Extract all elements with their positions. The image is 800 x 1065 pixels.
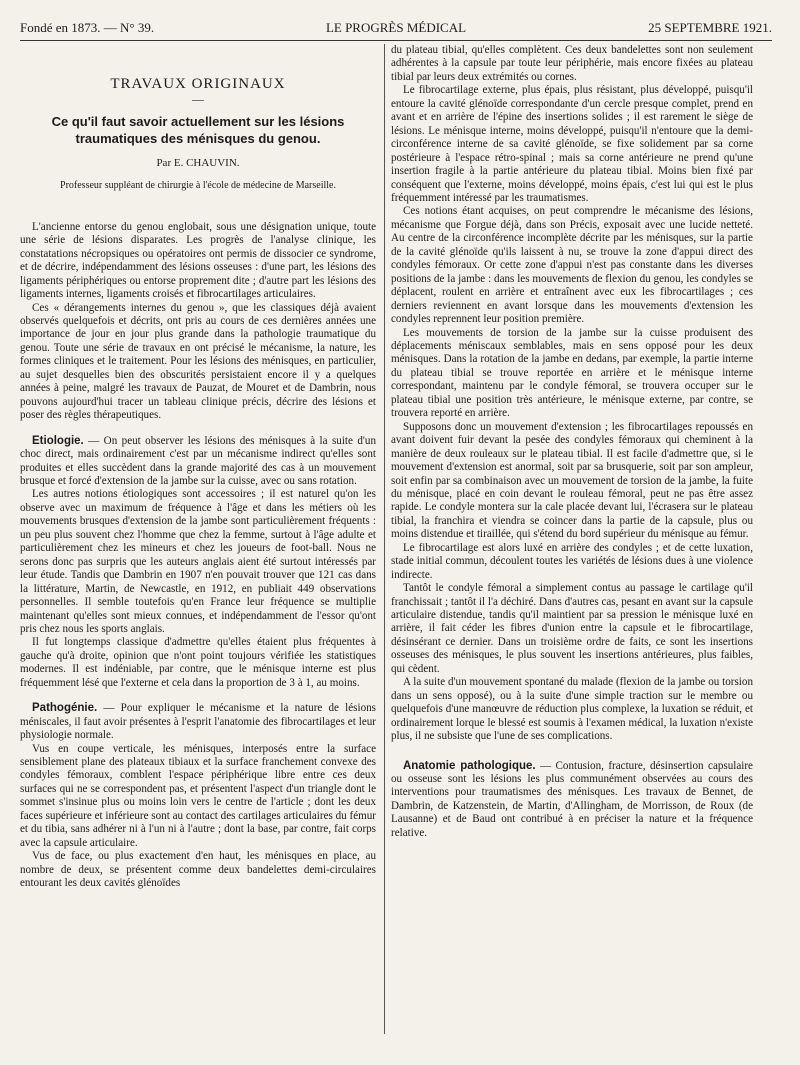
page-header — [20, 20, 772, 41]
byline: Par E. CHAUVIN. — [156, 156, 240, 169]
paragraph-etiologie-3: Il fut longtemps classique d'admettre qu'elles étaient plus fréquentes à gauche qu'à droite, opinion que n'ont point toujours vérifiée les statistiques modernes. Il est indéniable, par contre, que le ménisque interne est plus fréquemment lésé que l'externe et cela dans la proportion de 3 à 1, au moins. — [20, 636, 376, 689]
article-title: Ce qu'il faut savoir actuellement sur les lésions traumatiques des ménisques du genou. — [51, 113, 345, 146]
paragraph-right-7: Tantôt le condyle fémoral a simplement contus au passage le cartilage qu'il franchissait ; tantôt il l'a déchiré. Dans d'autres cas, pesant en avant sur la capsule articulaire distendue, tandis qu'il maintient par sa pression le ménisque luxé en arrière, il fait céder les fibres d'union entre la capsule et le fibrocartilage, désinsérant ce dernier. Dans un troisième ordre de faits, ce sont les insertions osseuses des ménisques, le plus souvent les insertions antérieures, plus faibles, qui cèdent. — [391, 582, 753, 675]
spacer — [20, 423, 376, 435]
spacer — [391, 744, 753, 760]
heading-etiologie: Etiologie. — [32, 434, 84, 447]
left-column — [20, 52, 376, 891]
paragraph-etiologie-2: Les autres notions étiologiques sont accessoires ; il est naturel qu'on les observe avec un maximum de fréquence à l'âge et dans les métiers où les mouvements brusques d'extension de la jambe sont particulièrement fréquents : un peu plus souvent chez l'homme que chez la femme, surtout à l'âge adulte et particulièrement chez les mineurs et chez les joueurs de foot-ball. Nous ne serons donc pas surpris que les auteurs anglais aient été surtout intéressés par leur étude. Tandis que Dambrin en 1907 n'en pouvait trouver que 121 cas dans la littérature, Martin, de Newcastle, en 1912, en publiait 449 observations personnelles. Il semble toutefois qu'en France leur fréquence se multiplie maintenant qu'elles sont mieux connues, et indépendamment de l'essor qu'ont pris chez nous les sports anglais. — [20, 488, 376, 635]
paragraph-intro-2: Ces « dérangements internes du genou », que les classiques déjà avaient observés quelquefois et décrits, ont pris au cours de ces dernières années une importance de jour en jour plus grande dans la pathologie traumatique du genou. Toute une série de travaux en ont précisé le mécanisme, la nature, les formes cliniques et le traitement. Pour les lésions des ménisques, en particulier, au sujet desquelles bien des obscurités persistaient encore il y a quelques années à peine, malgré les travaux de Pauzat, de Mouret et de Dambrin, nous pouvons aujourd'hui tracer un tableau clinique précis, décrire des lésions et poser des règles thérapeutiques. — [20, 301, 376, 422]
paragraph-right-6: Le fibrocartilage est alors luxé en arrière des condyles ; et de cette luxation, stade initial commun, découlent toutes les variétés de lésions dues à une violence indirecte. — [391, 541, 753, 581]
paragraph-right-1: du plateau tibial, qu'elles complètent. Ces deux bandelettes sont non seulement adhérentes à la capsule par toute leur périphérie, mais encore fixées au plateau tibial par leurs deux extrémités ou cornes. — [391, 44, 753, 83]
paragraph-right-2: Le fibrocartilage externe, plus épais, plus résistant, plus développé, puisqu'il entoure la cavité glénoïde correspondante d'un cercle presque complet, prend en avant et en arrière de l'épine des insertions solides ; il est rarement le siège de lésions. Le ménisque interne, moins développé, puisqu'il n'entoure que la demi-circonférence interne de sa cavité glénoïde, se fixe solidement par sa corne postérieure à l'espace rétro-spinal ; mais sa corne antérieure ne prend qu'une insertion fragile à la partie antérieure du plateau tibial. Moins bien fixé par conséquent que l'externe, moins développé, moins épais, c'est lui qui est le plus fréquemment intéressé par les traumatismes. — [391, 84, 753, 204]
anatomie-text: — Contusion, fracture, désinsertion capsulaire ou osseuse sont les lésions les plus communément observées au cours des interventions pour traumatismes des ménisques. Les travaux de Bennet, de Dambrin, de Katzenstein, de Martin, d'Allingham, de Morrisson, de Roux (de Lausanne) et de Baud ont contribué à en préciser la nature et la fréquence relative. — [391, 759, 753, 839]
paragraph-pathogenie-3: Vus de face, ou plus exactement d'en haut, les ménisques en place, au nombre de deux, se présentent comme deux bandelettes demi-circulaires entourant les deux cavités glénoïdes — [20, 850, 376, 890]
paragraph-right-3: Ces notions étant acquises, on peut comprendre le mécanisme des lésions, mécanisme que Forgue déjà, dans son Précis, exposait avec une lucide netteté. Au centre de la circonférence incomplète décrite par les ménisques, sur la partie de la cavité glénoïde qu'ils laissent à nu, se trouve la zone d'appui direct des condyles fémoraux. Or cette zone d'appui n'est pas constante dans les diverses positions de la jambe : dans les mouvements de flexion du genou, les condyles se déplacent, roulent en arrière et entraînent avec eux les fibrocartilages ; ces derniers reviennent en avant lorsque dans les mouvements d'extension les condyles reprennent leur position première. — [391, 205, 753, 326]
section-dash: — — [192, 92, 204, 107]
header-date: 25 SEPTEMBRE 1921. — [648, 20, 772, 35]
paragraph-intro-1: L'ancienne entorse du genou englobait, sous une désignation unique, toute une série de lésions disparates. Les progrès de l'analyse clinique, les constatations nécropsiques ou opératoires ont permis de dissocier ce syndrome, et de décrire, indépendamment des lésions osseuses : d'une part, les lésions des ligaments périphériques ou entorse proprement dite ; d'autre part les lésions des ligaments internes, ligaments croisés et fibrocartilages articulaires. — [20, 220, 376, 301]
column-divider — [384, 44, 385, 1034]
paragraph-right-4: Les mouvements de torsion de la jambe sur la cuisse produisent des déplacements méniscaux semblables, mais en sens opposé pour les deux ménisques. Dans la rotation de la jambe en dedans, par exemple, la partie interne du plateau tibial se trouve reportée en arrière et le ménisque interne correspondant, maintenu par le condyle fémoral, se trouvera occuper sur le plateau tibial une position très antérieure, le ménisque externe, par contre, se trouvera reporté en arrière. — [391, 326, 753, 420]
journal-title: LE PROGRÈS MÉDICAL — [325, 20, 467, 35]
heading-pathogenie: Pathogénie. — [32, 702, 98, 715]
affiliation: Professeur suppléant de chirurgie à l'école de médecine de Marseille. — [60, 180, 336, 192]
header-founded: Fondé en 1873. — N° 39. — [20, 20, 155, 35]
paragraph-pathogenie-2: Vus en coupe verticale, les ménisques, interposés entre la surface sensiblement plane des plateaux tibiaux et la surface franchement convexe des condyles fémoraux, comblent l'espace périphérique libre entre ces deux surfaces qui ne se correspondent pas, et présentent l'aspect d'un triangle dont le sommet s'insinue plus ou moins loin vers le centre de l'article ; dont les deux faces supérieure et inférieure sont au contact des cartilages articulaires du fémur et du tibia, sans adhérer ni à l'un ni à l'autre ; dont la base, par contre, fait corps avec la capsule articulaire. — [20, 742, 376, 849]
paragraph-right-5: Supposons donc un mouvement d'extension ; les fibrocartilages repoussés en avant doivent fuir devant la pesée des condyles fémoraux qui cheminent à la manière de deux rouleaux sur le plateau tibial. Il est facile d'admettre que, si le mouvement d'extension est anormal, soit par sa brusquerie, soit par son ampleur, soit enfin par sa combinaison avec un mouvement de torsion de la jambe, la fuite du ménisque, placé en coin devant le rouleau fémoral, peut ne pas être assez rapide. Le condyle montera sur la cale placée devant lui, l'écrasera sur le plateau tibial, la franchira et viendra se coincer dans la partie de la capsule, plus ou moins distendue et tiraillée, qui s'étend du bord supérieur du ménisque au fémur. — [391, 420, 753, 541]
paragraph-right-8: A la suite d'un mouvement spontané du malade (flexion de la jambe ou torsion dans un sens opposé), ou à la suite d'une simple traction sur le membre ou quelquefois d'une manœuvre de réduction plus complexe, la luxation se réduit, et ordinairement lorque le blessé est soumis à l'examen médical, la luxation n'existe plus, il ne subsiste que l'une de ses complications. — [391, 676, 753, 743]
paragraph-pathogenie-1 — [20, 702, 376, 742]
etiologie-text: — On peut observer les lésions des ménisques à la suite d'un choc direct, mais ordinairement c'est par un mécanisme indirect qu'elles sont produites et elles succèdent dans la grande majorité des cas à un mouvement brusque et forcé d'extension de la jambe sur la cuisse, avec ou sans rotation. — [20, 434, 376, 487]
spacer — [20, 690, 376, 702]
heading-anatomie: Anatomie pathologique. — [403, 759, 536, 772]
section-title: TRAVAUX ORIGINAUX — [110, 76, 286, 92]
pathogenie-text: — Pour expliquer le mécanisme et la nature de lésions méniscales, il faut avoir présentes à l'esprit l'anatomie des fibrocartilages et leur physiologie normale. — [20, 702, 376, 742]
right-column — [391, 44, 753, 840]
paragraph-anatomie-1 — [391, 760, 753, 841]
paragraph-etiologie-1 — [20, 435, 376, 489]
